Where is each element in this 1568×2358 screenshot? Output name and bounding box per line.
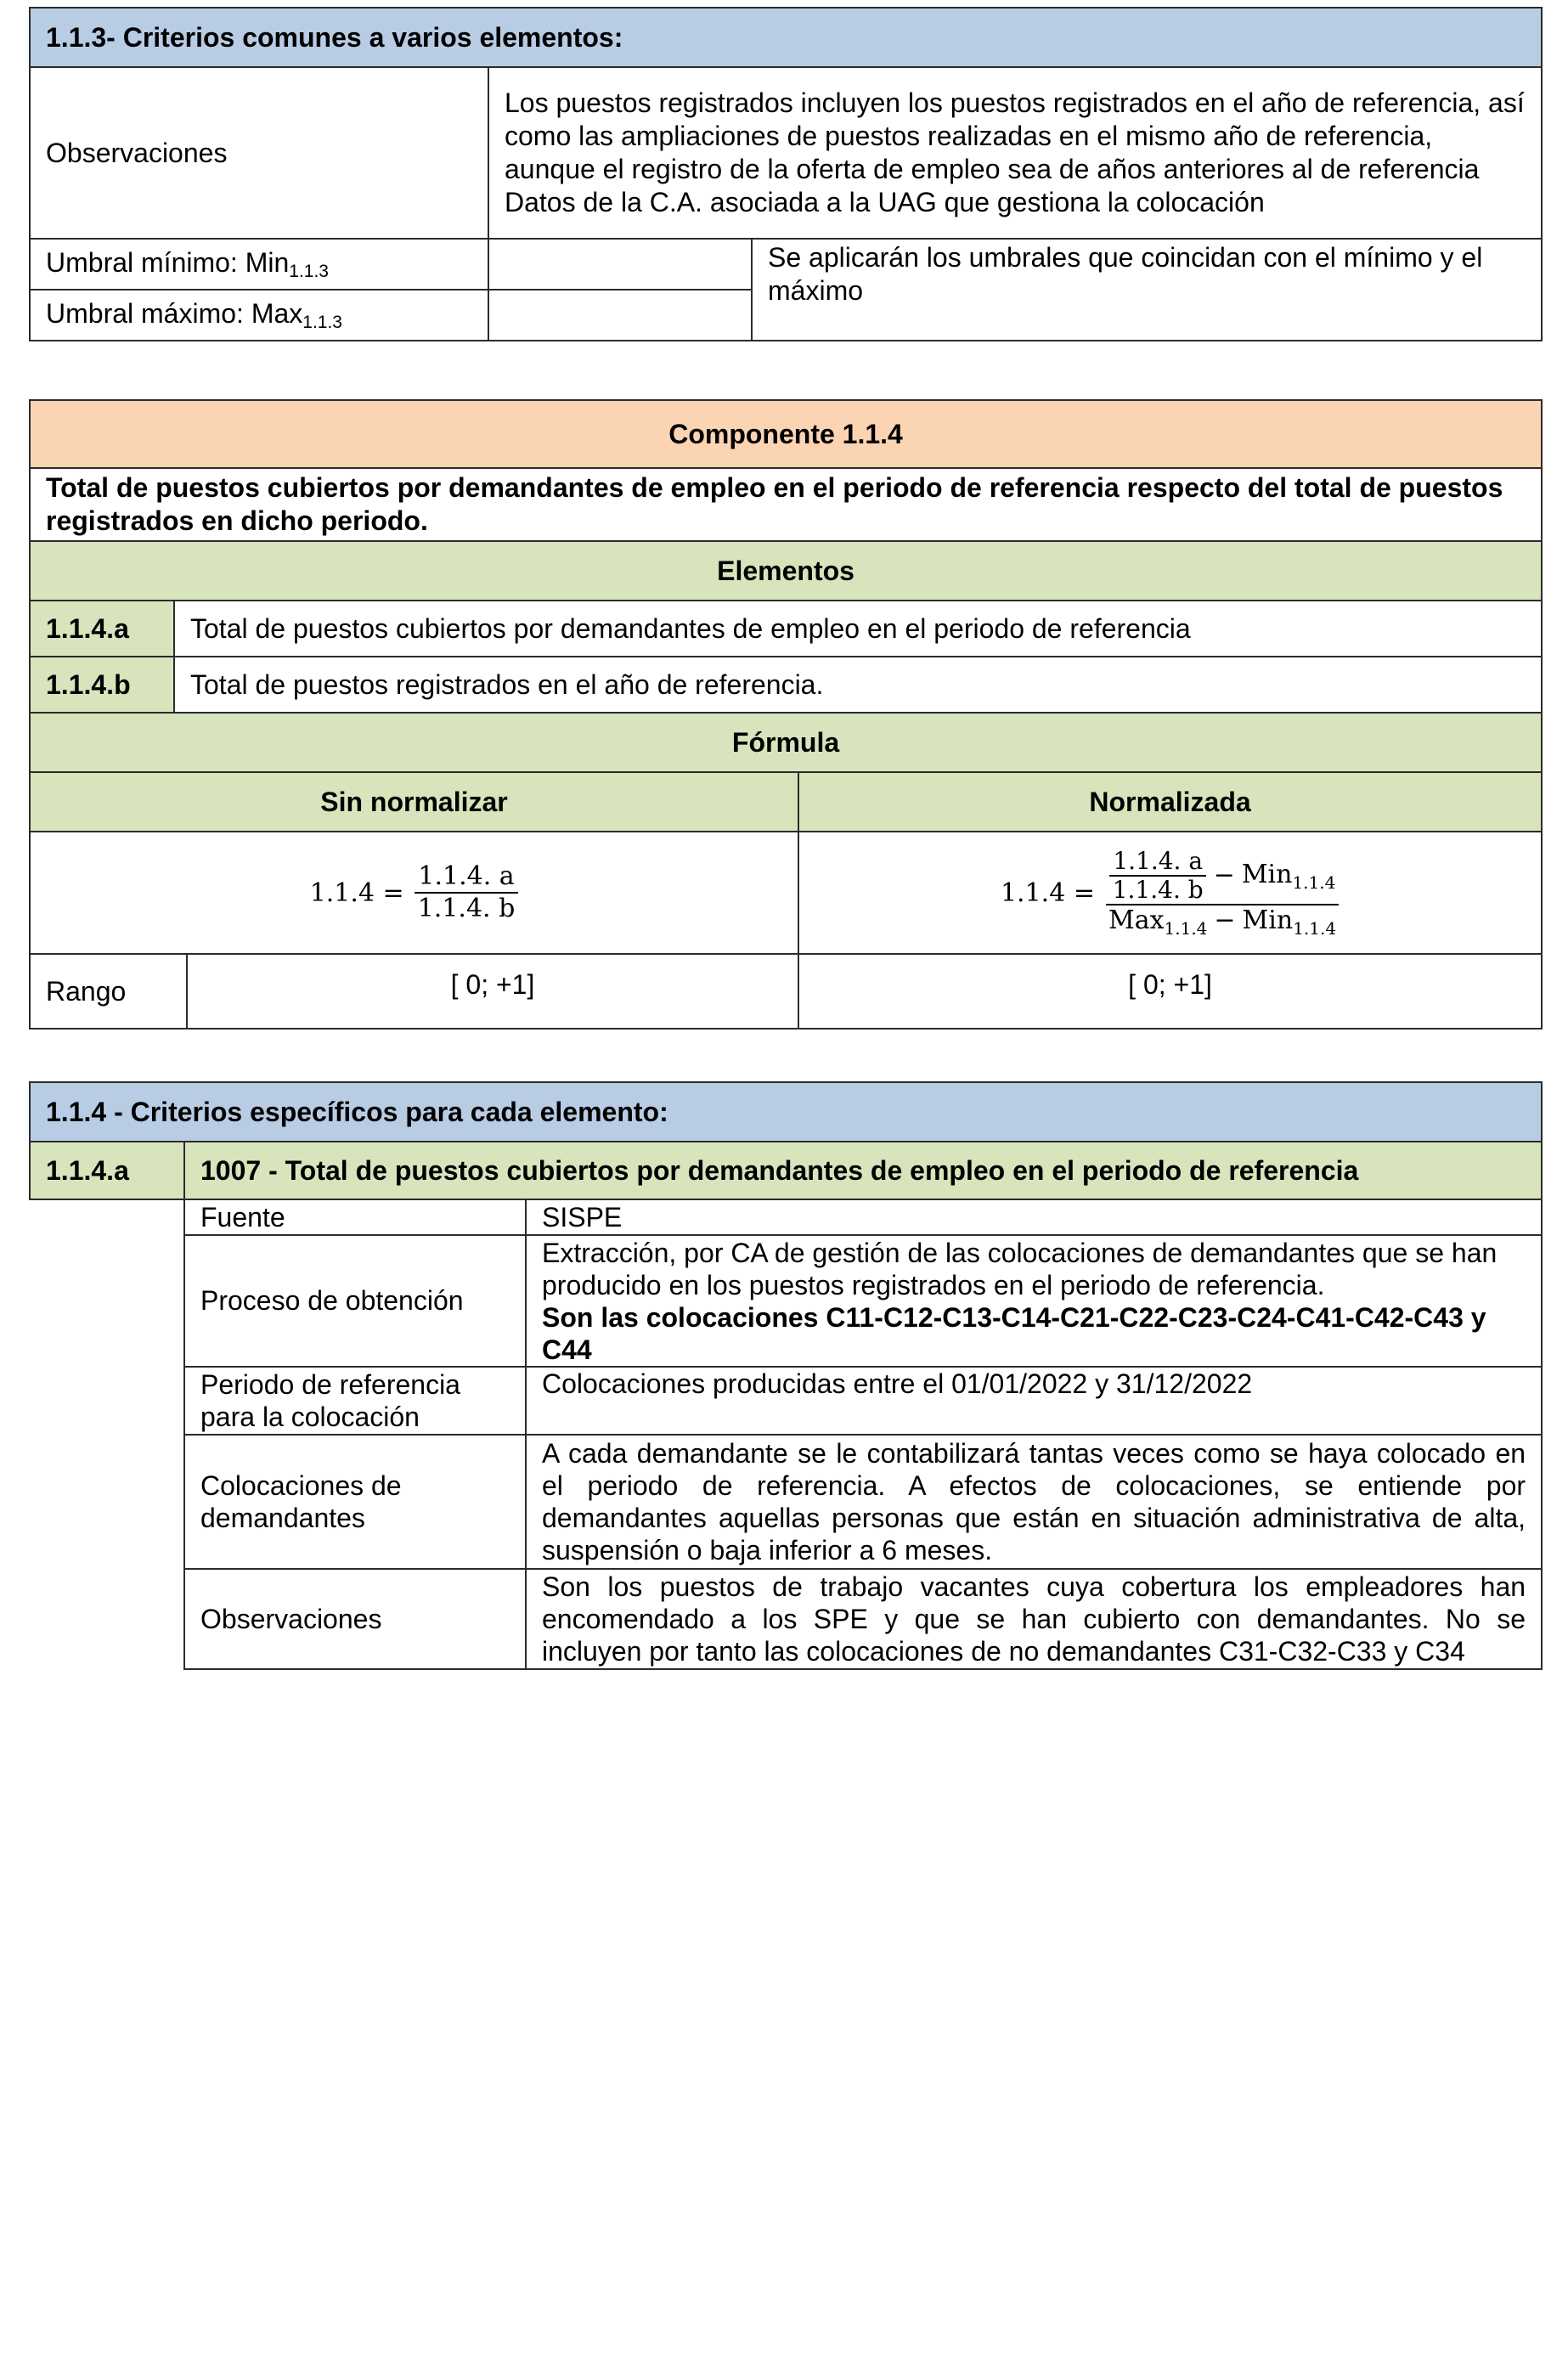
formula-norm-min-2 bbox=[1243, 905, 1337, 938]
componente-description: Total de puestos cubiertos por demandantes de empleo en el periodo de referencia respecto del total de puestos registrados en dicho periodo. bbox=[30, 468, 1542, 541]
umbral-maximo-text: Umbral máximo: Max bbox=[46, 297, 303, 329]
formula-sin-normalizar bbox=[30, 832, 798, 954]
detail-label: Periodo de referencia para la colocación bbox=[184, 1367, 526, 1435]
min-subscript-2: 1.1.4 bbox=[1293, 918, 1337, 939]
umbral-maximo-subscript: 1.1.3 bbox=[302, 312, 342, 332]
formula-fraction bbox=[415, 861, 519, 924]
detail-label: Fuente bbox=[184, 1199, 526, 1235]
formula-norm-denominator bbox=[1105, 905, 1340, 938]
formula-norm-inner-den: 1.1.4. b bbox=[1112, 876, 1204, 904]
normalizada-header: Normalizada bbox=[798, 772, 1542, 832]
formula-lhs: 1.1.4 = bbox=[309, 877, 404, 908]
detail-label: Proceso de obtención bbox=[184, 1235, 526, 1367]
elementos-header: Elementos bbox=[30, 541, 1542, 601]
detail-text: Extracción, por CA de gestión de las colocaciones de demandantes que se han producido en los puestos registrados en el periodo de referencia. bbox=[542, 1237, 1497, 1300]
formula-norm-expression bbox=[1001, 848, 1340, 938]
min-text-2: Min bbox=[1242, 905, 1294, 935]
spacer-cell bbox=[30, 1367, 184, 1435]
formula-norm-minus-2: − bbox=[1214, 905, 1236, 935]
formula-norm-minus: − bbox=[1213, 860, 1235, 890]
rango-label: Rango bbox=[30, 954, 187, 1029]
criterios-especificos-table bbox=[29, 1081, 1543, 1670]
detail-text: SISPE bbox=[526, 1199, 1542, 1235]
formula-norm-fraction bbox=[1105, 848, 1340, 938]
formula-norm-max bbox=[1108, 905, 1207, 938]
detail-text: A cada demandante se le contabilizará tantas veces como se haya colocado en el periodo de referencia. A efectos de colocaciones, se entiende por demandantes aquellas personas que están en situación administrativa de alta, suspensión o baja inferior a 6 meses. bbox=[526, 1435, 1542, 1569]
detail-text: Son los puestos de trabajo vacantes cuya cobertura los empleadores han encomendado a los SPE y que se han cubierto con demandantes. No se incluyen por tanto las colocaciones de no demandantes C31-C32-C33 y C34 bbox=[526, 1569, 1542, 1669]
formula-denominator: 1.1.4. b bbox=[417, 894, 516, 923]
formula-norm-numerator bbox=[1106, 848, 1340, 905]
element-code: 1.1.4.a bbox=[30, 601, 174, 657]
umbral-note: Se aplicarán los umbrales que coincidan con el mínimo y el máximo bbox=[752, 239, 1542, 341]
min-text: Min bbox=[1241, 860, 1293, 889]
detail-cell bbox=[526, 1235, 1542, 1367]
spacer-cell bbox=[30, 1199, 184, 1235]
max-subscript: 1.1.4 bbox=[1164, 918, 1208, 939]
detail-text: Colocaciones producidas entre el 01/01/2022 y 31/12/2022 bbox=[526, 1367, 1542, 1435]
element-code: 1.1.4.b bbox=[30, 657, 174, 713]
observaciones-text: Los puestos registrados incluyen los puestos registrados en el año de referencia, así como las ampliaciones de puestos realizadas en el mismo año de referencia, aunque el registro de la oferta de empleo sea de años anteriores al de referencia Datos de la C.A. asociada a la UAG que gestiona la colocación bbox=[488, 67, 1542, 239]
element-text: Total de puestos cubiertos por demandantes de empleo en el periodo de referencia bbox=[174, 601, 1542, 657]
umbral-minimo-value bbox=[488, 239, 752, 290]
componente-table bbox=[29, 399, 1543, 1030]
formula-norm-inner-fraction bbox=[1109, 848, 1207, 904]
umbral-minimo-subscript: 1.1.3 bbox=[289, 261, 329, 281]
rango-norm-value: [ 0; +1] bbox=[798, 954, 1542, 1029]
formula-header: Fórmula bbox=[30, 713, 1542, 772]
sin-normalizar-header: Sin normalizar bbox=[30, 772, 798, 832]
umbral-maximo-value bbox=[488, 290, 752, 341]
detail-label: Colocaciones de demandantes bbox=[184, 1435, 526, 1569]
criterios-especificos-title: 1.1.4 - Criterios específicos para cada elemento: bbox=[30, 1082, 1542, 1142]
formula-normalizada bbox=[798, 832, 1542, 954]
min-subscript: 1.1.4 bbox=[1292, 872, 1336, 893]
componente-title: Componente 1.1.4 bbox=[30, 400, 1542, 468]
element-code: 1.1.4.a bbox=[30, 1142, 184, 1199]
observaciones-label: Observaciones bbox=[30, 67, 488, 239]
criterios-comunes-title: 1.1.3- Criterios comunes a varios elementos: bbox=[30, 8, 1542, 67]
formula-norm-min bbox=[1242, 860, 1336, 892]
detail-bold-text: Son las colocaciones C11-C12-C13-C14-C21-C22-C23-C24-C41-C42-C43 y C44 bbox=[542, 1301, 1486, 1365]
spacer-cell bbox=[30, 1435, 184, 1569]
element-heading: 1007 - Total de puestos cubiertos por demandantes de empleo en el periodo de referencia bbox=[184, 1142, 1542, 1199]
formula-numerator: 1.1.4. a bbox=[415, 861, 517, 894]
element-text: Total de puestos registrados en el año de referencia. bbox=[174, 657, 1542, 713]
formula-norm-lhs: 1.1.4 = bbox=[1000, 877, 1095, 908]
rango-sin-value: [ 0; +1] bbox=[187, 954, 798, 1029]
umbral-minimo-text: Umbral mínimo: Min bbox=[46, 246, 290, 278]
spacer-cell bbox=[30, 1235, 184, 1367]
umbral-maximo-label bbox=[30, 290, 488, 341]
spacer-cell bbox=[30, 1569, 184, 1669]
formula-sin-expression bbox=[310, 861, 519, 924]
formula-norm-inner-num: 1.1.4. a bbox=[1109, 848, 1206, 877]
max-text: Max bbox=[1108, 905, 1165, 935]
umbral-minimo-label bbox=[30, 239, 488, 290]
detail-label: Observaciones bbox=[184, 1569, 526, 1669]
criterios-comunes-table bbox=[29, 7, 1543, 341]
